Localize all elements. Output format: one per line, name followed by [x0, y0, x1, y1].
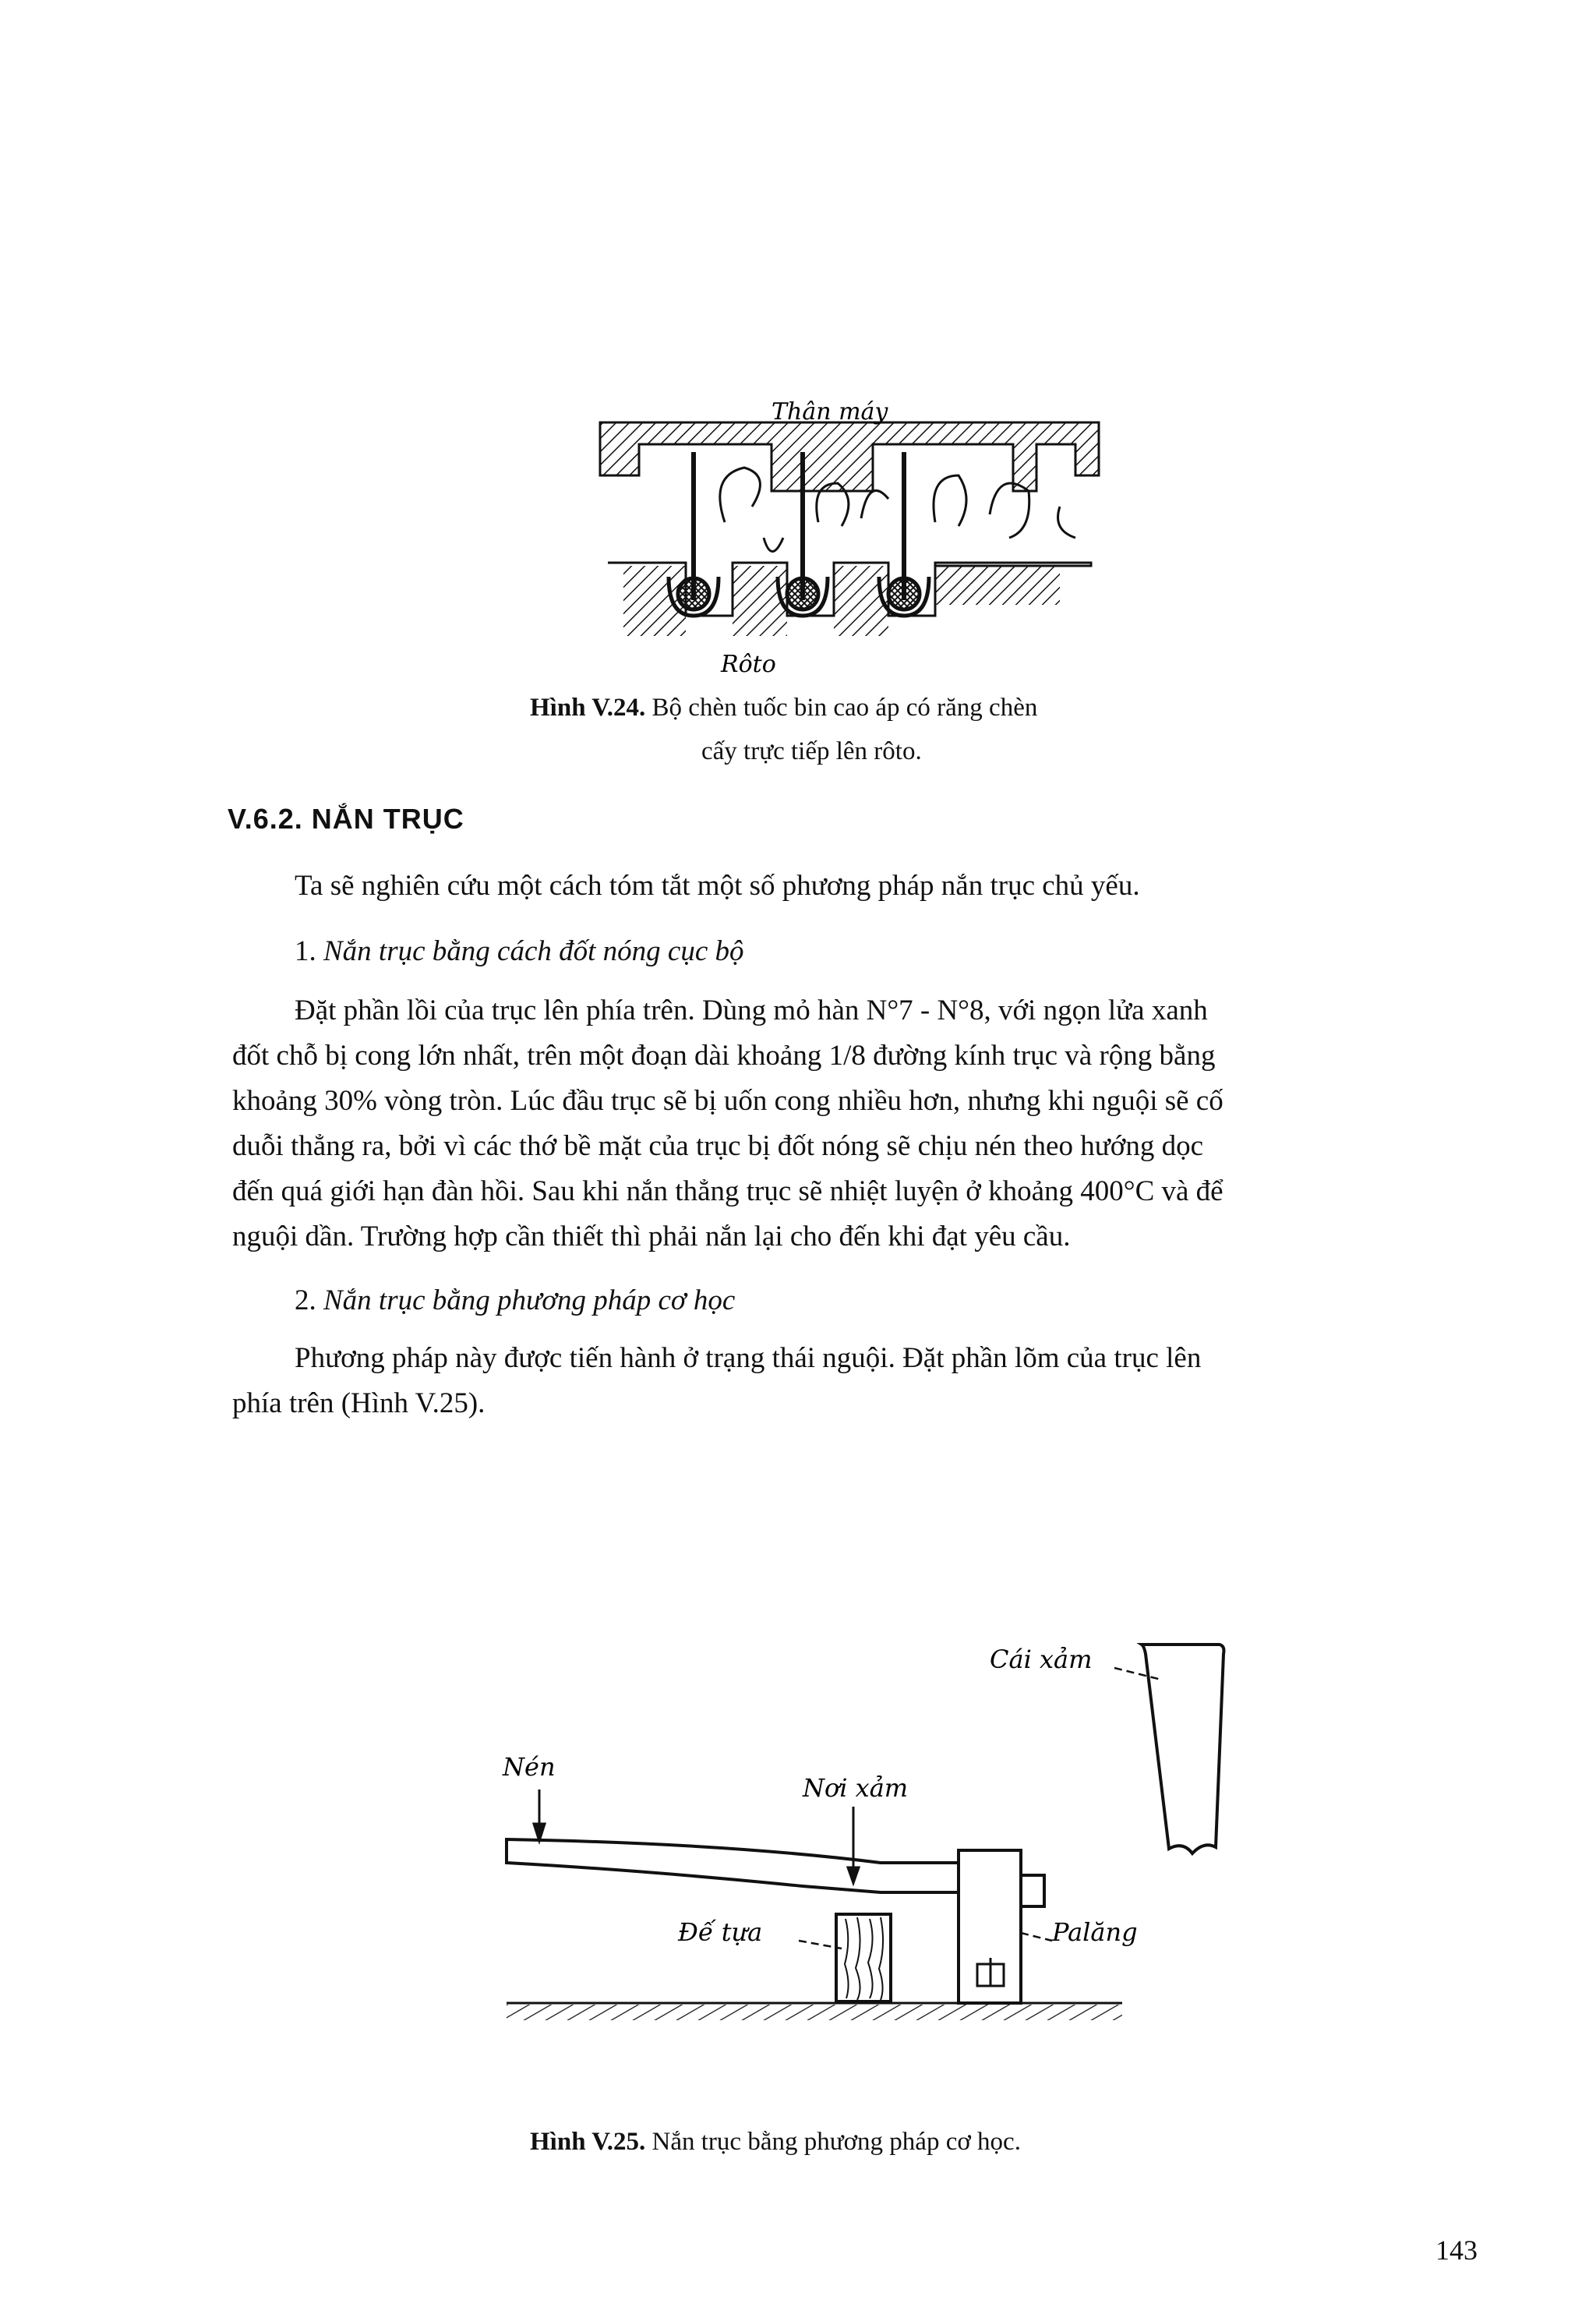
item2-number: 2. [295, 1284, 316, 1316]
housing-label: Thân máy [772, 398, 888, 426]
section-intro [232, 864, 1478, 909]
intro-text: Ta sẽ nghiên cứu một cách tóm tắt một số phương pháp nắn trục chủ yếu. [295, 870, 1140, 902]
item2-paragraph [232, 1336, 1478, 1426]
support-label: Đế tựa [678, 1917, 763, 1947]
press-label: Nén [503, 1752, 556, 1782]
tool-label: Cái xảm [990, 1645, 1093, 1674]
item1-line1: Đặt phần lồi của trục lên phía trên. Dùng mỏ hàn N°7 - N°8, với ngọn lửa xanh [295, 995, 1208, 1026]
item1-line5: đến quá giới hạn đàn hồi. Sau khi nắn thẳng trục sẽ nhiệt luyện ở khoảng 400°C và để [232, 1175, 1223, 1207]
clamp-label: Palăng [1052, 1917, 1138, 1947]
caulk-point-label: Nơi xảm [803, 1773, 909, 1803]
rotor-label: Rôto [721, 651, 776, 678]
turbine-seal-diagram [577, 382, 1114, 678]
item1-paragraph [232, 988, 1478, 1260]
figure-v24-caption-line2: cấy trực tiếp lên rôto. [701, 737, 922, 765]
figure-v24-number: Hình V.24. [530, 694, 646, 722]
item1-line2: đốt chỗ bị cong lớn nhất, trên một đoạn dài khoảng 1/8 đường kính trục và rộng bằng [232, 1040, 1216, 1072]
item1-line3: khoảng 30% vòng tròn. Lúc đầu trục sẽ bị uốn cong nhiều hơn, nhưng khi nguội sẽ cố [232, 1085, 1223, 1117]
figure-v25-number: Hình V.25. [530, 2128, 646, 2156]
figure-v25 [491, 1598, 1231, 2050]
item2-line1: Phương pháp này được tiến hành ở trạng thái nguội. Đặt phần lõm của trục lên [295, 1342, 1202, 1374]
item1-line6: nguội dần. Trường hợp cần thiết thì phải nắn lại cho đến khi đạt yêu cầu. [232, 1221, 1071, 1252]
page-number: 143 [1435, 2235, 1478, 2266]
item1-heading [232, 929, 1478, 974]
item2-line2: phía trên (Hình V.25). [232, 1387, 486, 1419]
figure-v24 [577, 382, 1114, 678]
section-heading: V.6.2. NẮN TRỤC [228, 803, 464, 835]
figure-v25-caption [530, 2120, 1278, 2164]
item1-title: Nắn trục bằng cách đốt nóng cục bộ [323, 935, 744, 967]
shaft-straightening-diagram [491, 1598, 1231, 2050]
figure-v24-caption-line1: Bộ chèn tuốc bin cao áp có răng chèn [651, 694, 1038, 722]
item1-number: 1. [295, 935, 316, 967]
figure-v25-caption-text: Nắn trục bằng phương pháp cơ học. [651, 2128, 1021, 2156]
item2-title: Nắn trục bằng phương pháp cơ học [323, 1284, 736, 1316]
item2-heading [232, 1278, 1478, 1323]
figure-v24-caption [530, 686, 1278, 773]
item1-line4: duỗi thẳng ra, bởi vì các thớ bề mặt của trục bị đốt nóng sẽ chịu nén theo hướng dọc [232, 1130, 1203, 1162]
